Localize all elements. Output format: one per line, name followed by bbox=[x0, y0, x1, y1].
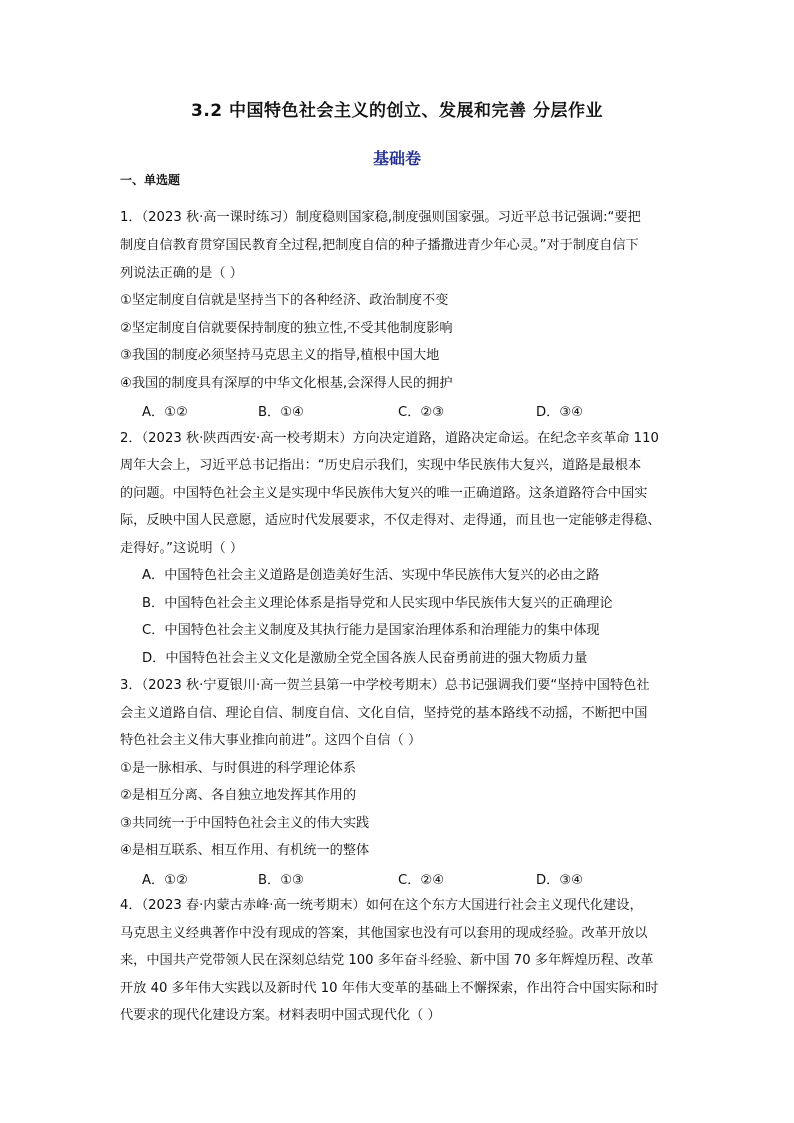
q2-stem-line: 周年大会上，习近平总书记指出：“历史启示我们，实现中华民族伟大复兴，道路是最根本 bbox=[120, 458, 642, 473]
q3-stem-line: 3．（2023 秋·宁夏银川·高一贺兰县第一中学校考期末）总书记强调我们要“坚持中国特色社 bbox=[120, 678, 650, 693]
q3-statement: ②是相互分离、各自独立地发挥其作用的 bbox=[120, 788, 357, 803]
q1-statement: ②坚定制度自信就要保持制度的独立性,不受其他制度影响 bbox=[120, 321, 453, 336]
q1-choice-c: C．②③ bbox=[398, 405, 445, 420]
q2-stem-line: 走得好。”这说明（ ） bbox=[120, 541, 244, 556]
q2-option-c: C．中国特色社会主义制度及其执行能力是国家治理体系和治理能力的集中体现 bbox=[142, 623, 600, 638]
q4-stem-line: 代要求的现代化建设方案。材料表明中国式现代化（ ） bbox=[120, 1008, 441, 1023]
q1-stem-line: 列说法正确的是（ ） bbox=[120, 266, 243, 281]
q3-stem-line: 特色社会主义伟大事业推向前进”。这四个自信（ ） bbox=[120, 733, 422, 748]
q1-choices bbox=[142, 401, 662, 421]
q1-choice-d: D．③④ bbox=[536, 405, 583, 420]
q3-choice-d: D．③④ bbox=[536, 873, 583, 888]
document-title: 3.2 中国特色社会主义的创立、发展和完善 分层作业 bbox=[191, 101, 603, 121]
q3-statement: ③共同统一于中国特色社会主义的伟大实践 bbox=[120, 816, 370, 831]
q2-option-d: D．中国特色社会主义文化是激励全党全国各族人民奋勇前进的强大物质力量 bbox=[142, 651, 588, 666]
q1-statement: ①坚定制度自信就是坚持当下的各种经济、政治制度不变 bbox=[120, 293, 449, 308]
q4-stem-line: 来，中国共产党带领人民在深刻总结党 100 多年奋斗经验、新中国 70 多年辉煌历程、改革 bbox=[120, 953, 654, 968]
q1-statement: ③我国的制度必须坚持马克思主义的指导,植根中国大地 bbox=[120, 348, 440, 363]
q3-choice-c: C．②④ bbox=[398, 873, 445, 888]
q1-stem-line: 制度自信教育贯穿国民教育全过程,把制度自信的种子播撒进青少年心灵。”对于制度自信下 bbox=[120, 238, 639, 253]
q3-stem-line: 会主义道路自信、理论自信、制度自信、文化自信，坚持党的基本路线不动摇，不断把中国 bbox=[120, 706, 648, 721]
q1-statement: ④我国的制度具有深厚的中华文化根基,会深得人民的拥护 bbox=[120, 376, 453, 391]
q3-choice-a: A．①② bbox=[142, 873, 188, 888]
q3-choices bbox=[142, 869, 662, 889]
q2-option-a: A．中国特色社会主义道路是创造美好生活、实现中华民族伟大复兴的必由之路 bbox=[142, 568, 600, 583]
q2-stem-line: 2．（2023 秋·陕西西安·高一校考期末）方向决定道路，道路决定命运。在纪念辛亥革命 110 bbox=[120, 431, 659, 446]
q4-stem-line: 开放 40 多年伟大实践以及新时代 10 年伟大变革的基础上不懈探索，作出符合中国实际和时 bbox=[120, 981, 659, 996]
section-heading: 一、单选题 bbox=[120, 173, 181, 187]
q1-stem-line: 1．（2023 秋·高一课时练习）制度稳则国家稳,制度强则国家强。习近平总书记强调:“要把 bbox=[120, 210, 641, 225]
q4-stem-line: 马克思主义经典著作中没有现成的答案，其他国家也没有可以套用的现成经验。改革开放以 bbox=[120, 926, 648, 941]
q1-choice-b: B．①④ bbox=[258, 405, 304, 420]
q2-stem-line: 际，反映中国人民意愿，适应时代发展要求，不仅走得对、走得通，而且也一定能够走得稳、 bbox=[120, 513, 661, 528]
q3-statement: ①是一脉相承、与时俱进的科学理论体系 bbox=[120, 761, 357, 776]
q3-choice-b: B．①③ bbox=[258, 873, 304, 888]
document-subtitle: 基础卷 bbox=[372, 149, 421, 168]
q1-choice-a: A．①② bbox=[142, 405, 188, 420]
q2-stem-line: 的问题。中国特色社会主义是实现中华民族伟大复兴的唯一正确道路。这条道路符合中国实 bbox=[120, 486, 648, 501]
q4-stem-line: 4．（2023 春·内蒙古赤峰·高一统考期末）如何在这个东方大国进行社会主义现代化建设， bbox=[120, 898, 643, 913]
q3-statement: ④是相互联系、相互作用、有机统一的整体 bbox=[120, 843, 370, 858]
q2-option-b: B．中国特色社会主义理论体系是指导党和人民实现中华民族伟大复兴的正确理论 bbox=[142, 596, 613, 611]
